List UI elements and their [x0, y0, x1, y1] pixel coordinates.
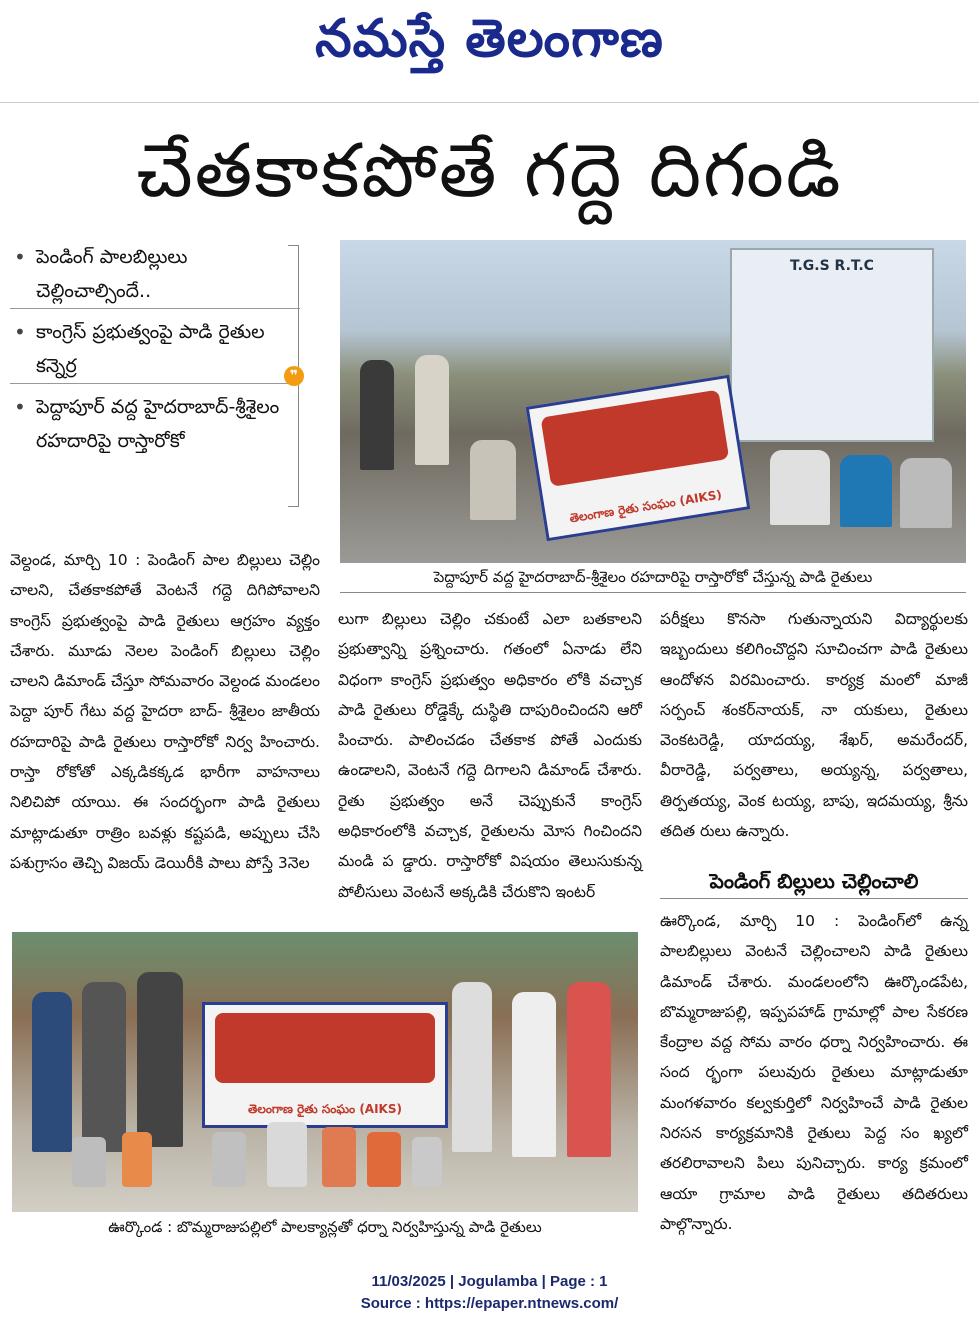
protest-banner: [202, 1002, 448, 1128]
milk-can: [212, 1132, 246, 1187]
photo-caption: పెద్దాపూర్ వద్ద హైదరాబాద్-శ్రీశైలం రహదారిపై రాస్తారోకో చేస్తున్న పాడి రైతులు: [433, 568, 873, 586]
person-figure: [770, 450, 830, 525]
caption-divider: [340, 592, 966, 593]
milk-cans-photo: [12, 932, 638, 1212]
milk-can: [322, 1127, 356, 1187]
person-figure: [512, 992, 556, 1157]
fist-graphic: [215, 1013, 435, 1083]
person-figure: [415, 355, 449, 465]
milk-can: [267, 1122, 307, 1187]
highlights-list: [10, 240, 300, 498]
highlight-item: • కాంగ్రెస్ ప్రభుత్వంపై పాడి రైతుల కన్నెర్ర: [10, 315, 300, 384]
milk-can: [122, 1132, 152, 1187]
masthead-logo: నమస్తే తెలంగాణ: [315, 8, 664, 69]
quote-icon: ❞: [284, 366, 304, 386]
person-figure: [567, 982, 611, 1157]
highlight-item: • పెండింగ్ పాలబిల్లులు చెల్లించాల్సిందే..: [10, 240, 300, 309]
protest-photo: [340, 240, 966, 563]
sidebar-body: [660, 906, 968, 1239]
article-text: లుగా బిల్లులు చెల్లిం చకుంటే ఎలా బతకాలని ప్రభుత్వాన్ని ప్రశ్నించారు. గతంలో ఏనాడు లేని విధంగా కాంగ్రెస్ ప్రభుత్వం అధికారం లోకి వచ్చాక పాడి రైతులు రోడ్డెక్కే దుస్థితి దాపురించిందని ఆరో పించారు. పాలించడం చేతకాక పోతే ఎందుకు ఉండాలని, వెంటనే గద్దె దిగాలని డిమాండ్ చేశారు. రైతు ప్రభుత్వం అనే చెప్పుకునే కాంగ్రెస్ అధికారంలోకి వచ్చాక, రైతులను మోస గించిందని మండి ప డ్డారు. రాస్తారోకో విషయం తెలుసుకున్న పోలీసులు వెంటనే అక్కడికి చేరుకొని ఇంటర్: [338, 610, 642, 901]
fist-graphic: [541, 390, 730, 487]
sidebar-text: ఊర్కొండ, మార్చి 10 : పెండింగ్‌లో ఉన్న పాలబిల్లులు వెంటనే చెల్లించాలని పాడి రైతులు డిమాండ్ చేశారు. మండలంలోని ఊర్కొండపేట, బొమ్మరాజుపల్లి, ఇప్పపహాడ్ గ్రామాల్లో పాల సేకరణ కేంద్రాల వద్ద సోమ వారం ధర్నా నిర్వహించారు. ఈ సంద ర్భంగా పలువురు రైతులు మాట్లాడుతూ మంగళవారం కల్వకుర్తిలో నిర్వహించే పాడి రైతుల నిరసన కార్యక్రమానికి రైతులు పెద్ద సం ఖ్యలో తరలిరావాలని పిలు పునిచ్చారు. కార్య క్రమంలో ఆయా గ్రామాల పాడి రైతులు తదితరులు పాల్గొన్నారు.: [660, 912, 968, 1233]
article-column-3: [660, 604, 968, 846]
masthead-divider: [0, 102, 979, 103]
banner-text: తెలంగాణ రైతు సంఘం (AIKS): [568, 487, 723, 526]
article-column-1: [10, 545, 320, 878]
article-column-2: [338, 604, 642, 907]
person-figure: [82, 982, 126, 1152]
article-headline: చేతకాకపోతే గద్దె దిగండి: [136, 128, 843, 214]
milk-can: [412, 1137, 442, 1187]
sidebar-divider: [660, 898, 968, 899]
person-figure: [452, 982, 492, 1152]
banner-text: తెలంగాణ రైతు సంఘం (AIKS): [248, 1102, 402, 1116]
person-figure: [900, 458, 952, 528]
milk-can: [72, 1137, 106, 1187]
person-figure: [32, 992, 72, 1152]
protest-banner: [526, 375, 751, 542]
article-text: పరీక్షలు కొనసా గుతున్నాయని విద్యార్థులకు ఇబ్బందులు కలిగించొద్దని సూచించగా పాడి రైతులు ఆందోళన విరమించారు. కార్యక్ర మంలో మాజీ సర్పంచ్ శంకర్‌నాయక్, నా యకులు, రైతులు వెంకటరెడ్డి, యాదయ్య, శేఖర్, అమరేందర్, వీరారెడ్డి, పర్వతాలు, అయ్యన్న, పర్వతాలు, తిర్పతయ్య, వెంక టయ్య, బాపు, ఇదమయ్య, శ్రీను తదిత రులు ఉన్నారు.: [660, 610, 968, 841]
article-text: వెల్దండ, మార్చి 10 : పెండింగ్ పాల బిల్లులు చెల్లిం చాలని, చేతకాకపోతే వెంటనే గద్దె దిగిపోవాలని కాంగ్రెస్ ప్రభుత్వంపై పాడి రైతులు ఆగ్రహం వ్యక్తం చేశారు. మూడు నెలల పెండింగ్ బిల్లులు చెల్లిం చాలని డిమాండ్ చేస్తూ సోమవారం వెల్దండ మండలం పెద్దా పూర్ గేటు వద్ద హైదరా బాద్- శ్రీశైలం జాతీయ రహదారిపై పాడి రైతులు రాస్తారోకో నిర్వ హించారు. రాస్తా రోకోతో ఎక్కడికక్కడ భారీగా వాహనాలు నిలిచిపో యాయి. ఈ సందర్భంగా పాడి రైతులు మాట్లాడుతూ రాత్రిం బవళ్లు కష్టపడి, అప్పులు చేసి పశుగ్రాసం తెచ్చి విజయ్ డెయిరీకి పాలు పోస్తే 3నెల: [10, 551, 320, 872]
bus-label: T.G.S R.T.C: [790, 258, 874, 274]
bus-image: [730, 248, 934, 442]
person-figure: [470, 440, 516, 520]
photo-caption: ఊర్కొండ : బొమ్మరాజుపల్లిలో పాలక్యాన్లతో ధర్నా నిర్వహిస్తున్న పాడి రైతులు: [108, 1218, 542, 1236]
highlight-item: • పెద్దాపూర్ వద్ద హైదరాబాద్-శ్రీశైలం రహదారిపై రాస్తారోకో: [10, 390, 300, 492]
person-figure: [840, 455, 892, 527]
milk-can: [367, 1132, 401, 1187]
sidebar-heading: పెండింగ్ బిల్లులు చెల్లించాలి: [709, 869, 919, 893]
footer-source-link[interactable]: Source : https://epaper.ntnews.com/: [360, 1295, 619, 1312]
person-figure: [137, 972, 183, 1147]
person-figure: [360, 360, 394, 470]
footer-date-edition: 11/03/2025 | Jogulamba | Page : 1: [371, 1273, 608, 1290]
